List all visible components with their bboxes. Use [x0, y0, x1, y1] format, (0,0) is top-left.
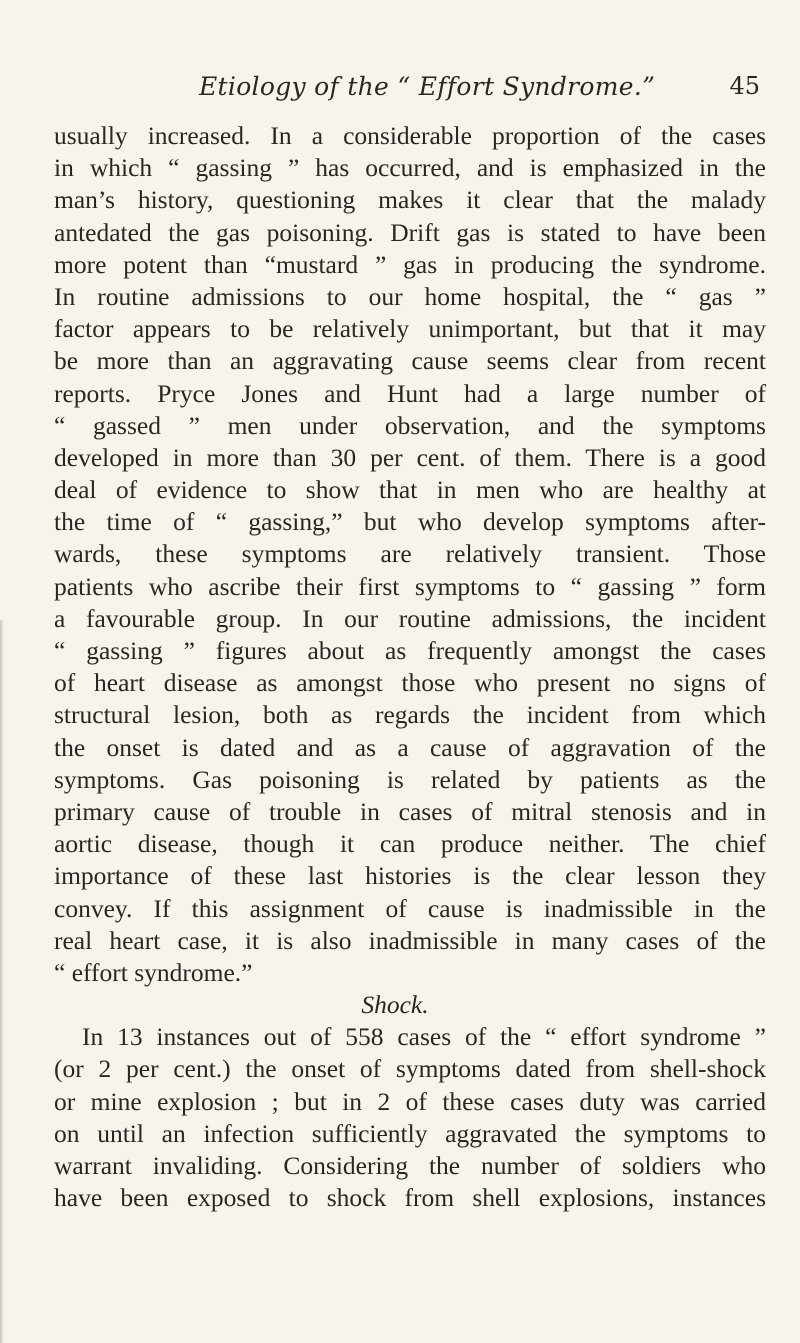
- text-line: a favourable group. In our routine admissions, the incident: [54, 603, 766, 633]
- text-line: wards, these symptoms are relatively transient. Those: [54, 539, 766, 569]
- text-line: on until an infection sufficiently aggravated the symptoms to: [54, 1118, 766, 1148]
- text-line: importance of these last histories is the clear lesson they: [54, 861, 766, 891]
- text-line: In 13 instances out of 558 cases of the “ effort syndrome ”: [82, 1022, 766, 1052]
- text-line: warrant invaliding. Considering the number of soldiers who: [54, 1151, 766, 1180]
- page-number: 45: [729, 72, 760, 100]
- text-line: “ effort syndrome.”: [54, 957, 253, 987]
- text-line: be more than an aggravating cause seems clear from recent: [54, 346, 766, 376]
- running-head: Etiology of the “ Effort Syndrome.”: [199, 72, 656, 101]
- text-line: developed in more than 30 per cent. of them. There is a good: [54, 442, 766, 472]
- text-line: reports. Pryce Jones and Hunt had a large number of: [54, 378, 766, 408]
- text-line: of heart disease as amongst those who present no signs of: [54, 668, 766, 698]
- text-line: have been exposed to shock from shell explosions, instances: [54, 1183, 766, 1213]
- text-line: man’s history, questioning makes it clear that the malady: [54, 185, 766, 215]
- text-line: “ gassing ” figures about as frequently amongst the cases: [54, 636, 766, 665]
- text-line: or mine explosion ; but in 2 of these cases duty was carried: [54, 1086, 766, 1116]
- text-line: “ gassed ” men under observation, and the symptoms: [54, 410, 766, 440]
- text-line: usually increased. In a considerable proportion of the cases: [54, 121, 766, 150]
- body-text: [54, 120, 766, 1214]
- text-line: primary cause of trouble in cases of mitral stenosis and in: [54, 796, 766, 826]
- text-line: the onset is dated and as a cause of aggravation of the: [54, 732, 766, 762]
- text-line: deal of evidence to show that in men who are healthy at: [54, 475, 766, 505]
- text-line: structural lesion, both as regards the incident from which: [54, 700, 766, 730]
- text-line: convey. If this assignment of cause is inadmissible in the: [54, 893, 766, 923]
- text-line: factor appears to be relatively unimportant, but that it may: [54, 314, 766, 344]
- text-line: in which “ gassing ” has occurred, and is emphasized in the: [54, 153, 766, 183]
- text-line: In routine admissions to our home hospital, the “ gas ”: [54, 281, 766, 311]
- text-line: aortic disease, though it can produce neither. The chief: [54, 829, 766, 859]
- text-line: symptoms. Gas poisoning is related by patients as the: [54, 764, 766, 794]
- page-header: [0, 72, 800, 112]
- text-line: more potent than “mustard ” gas in producing the syndrome.: [54, 249, 766, 279]
- text-line: (or 2 per cent.) the onset of symptoms dated from shell-shock: [54, 1054, 766, 1084]
- section-heading: Shock.: [361, 990, 429, 1020]
- text-line: antedated the gas poisoning. Drift gas is stated to have been: [54, 217, 766, 247]
- page-edge-shadow: [0, 620, 4, 1343]
- text-line: real heart case, it is also inadmissible in many cases of the: [54, 925, 766, 955]
- text-line: patients who ascribe their first symptoms to “ gassing ” form: [54, 571, 766, 601]
- text-line: the time of “ gassing,” but who develop symptoms after-: [54, 507, 766, 537]
